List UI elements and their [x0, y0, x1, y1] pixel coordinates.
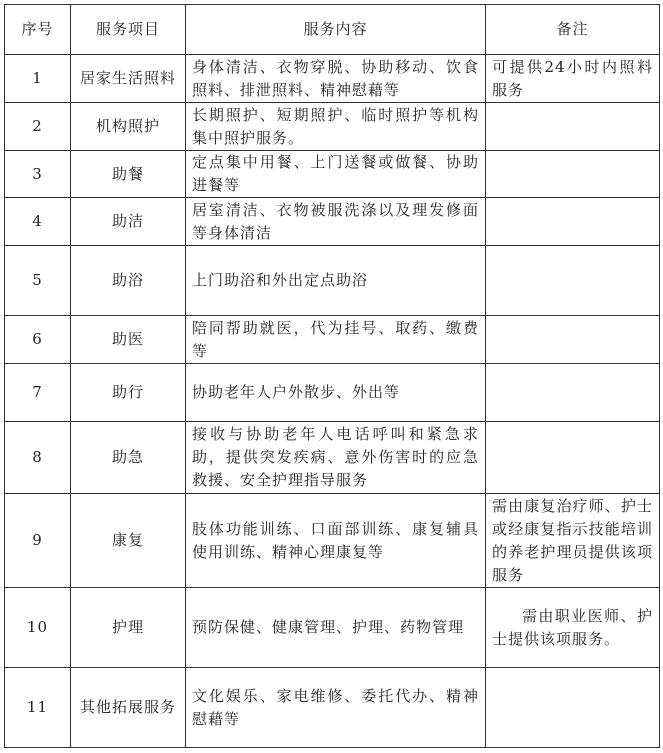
row-note [486, 198, 660, 246]
row-note: 需由康复治疗师、护士或经康复指示技能培训的养老护理员提供该项服务 [486, 494, 660, 588]
row-no: 1 [5, 55, 71, 103]
row-content: 身体清洁、衣物穿脱、协助移动、饮食照料、排泄照料、精神慰藉等 [186, 55, 486, 103]
table-header-row [5, 5, 660, 55]
row-item: 助急 [71, 422, 186, 494]
row-no: 7 [5, 364, 71, 422]
row-note: 需由职业医师、护士提供该项服务。 [486, 588, 660, 668]
row-item: 助浴 [71, 246, 186, 316]
row-content: 陪同帮助就医，代为挂号、取药、缴费等 [186, 316, 486, 364]
row-content: 定点集中用餐、上门送餐或做餐、协助进餐等 [186, 151, 486, 198]
row-no: 5 [5, 246, 71, 316]
row-item: 康复 [71, 494, 186, 588]
header-item: 服务项目 [71, 5, 186, 55]
row-no: 4 [5, 198, 71, 246]
row-item: 助洁 [71, 198, 186, 246]
row-content: 文化娱乐、家电维修、委托代办、精神慰藉等 [186, 668, 486, 748]
table-row [5, 198, 660, 246]
row-item: 助行 [71, 364, 186, 422]
table-row [5, 364, 660, 422]
row-note [486, 668, 660, 748]
row-note [486, 316, 660, 364]
row-content: 接收与协助老年人电话呼叫和紧急求助，提供突发疾病、意外伤害时的应急救援、安全护理指导服务 [186, 422, 486, 494]
table-row [5, 316, 660, 364]
table-row [5, 494, 660, 588]
row-no: 2 [5, 103, 71, 151]
row-no: 11 [5, 668, 71, 748]
row-content: 居室清洁、衣物被服洗涤以及理发修面等身体清洁 [186, 198, 486, 246]
header-no: 序号 [5, 5, 71, 55]
row-item: 助医 [71, 316, 186, 364]
table-row [5, 588, 660, 668]
row-item: 助餐 [71, 151, 186, 198]
table-row [5, 55, 660, 103]
table-row [5, 668, 660, 748]
table-row [5, 103, 660, 151]
row-note [486, 422, 660, 494]
row-no: 9 [5, 494, 71, 588]
table-row [5, 422, 660, 494]
row-content: 肢体功能训练、口面部训练、康复辅具使用训练、精神心理康复等 [186, 494, 486, 588]
row-note [486, 103, 660, 151]
table-row [5, 151, 660, 198]
row-item: 护理 [71, 588, 186, 668]
row-note [486, 364, 660, 422]
row-note: 可提供24小时内照料服务 [486, 55, 660, 103]
row-no: 8 [5, 422, 71, 494]
row-no: 3 [5, 151, 71, 198]
service-table [4, 4, 660, 748]
row-item: 居家生活照料 [71, 55, 186, 103]
row-content: 预防保健、健康管理、护理、药物管理 [186, 588, 486, 668]
header-note: 备注 [486, 5, 660, 55]
row-no: 6 [5, 316, 71, 364]
row-no: 10 [5, 588, 71, 668]
row-content: 协助老年人户外散步、外出等 [186, 364, 486, 422]
table-row [5, 246, 660, 316]
row-item: 其他拓展服务 [71, 668, 186, 748]
row-note [486, 246, 660, 316]
row-note [486, 151, 660, 198]
header-content: 服务内容 [186, 5, 486, 55]
row-content: 长期照护、短期照护、临时照护等机构集中照护服务。 [186, 103, 486, 151]
row-content: 上门助浴和外出定点助浴 [186, 246, 486, 316]
row-item: 机构照护 [71, 103, 186, 151]
